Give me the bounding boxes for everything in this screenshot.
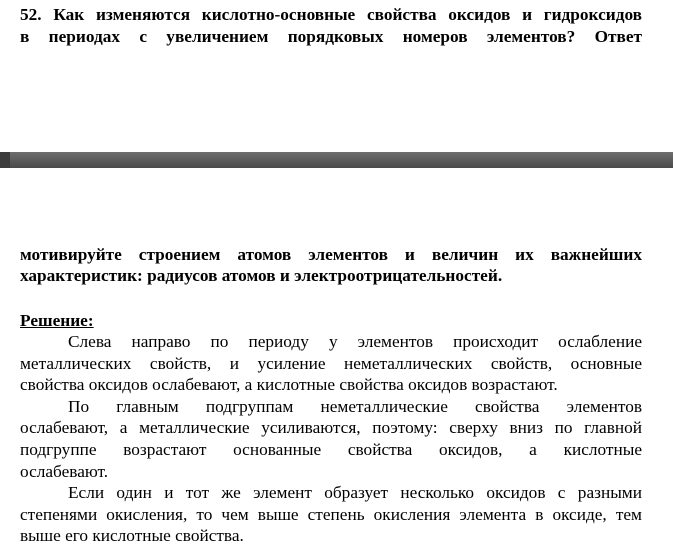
solution-line: подгруппе возрастают основанные свойства оксидов, а кислотные — [20, 439, 642, 459]
solution-line: выше его кислотные свойства. — [20, 526, 244, 546]
page-break-edge — [0, 152, 10, 168]
question-line: 52. Как изменяются кислотно-основные свойства оксидов и гидроксидов — [20, 5, 642, 24]
solution-heading: Решение: — [20, 311, 94, 330]
solution-line: Слева направо по периоду у элементов происходит ослабление — [68, 332, 642, 351]
solution-line: ослабевают, а металлические усиливаются, поэтому: сверху вниз по главной — [20, 418, 642, 438]
solution-line: свойства оксидов ослабевают, а кислотные свойства оксидов возрастают. — [20, 375, 558, 395]
question-line: мотивируйте строением атомов элементов и величин их важнейших — [20, 245, 642, 264]
solution-body — [20, 331, 642, 547]
question-text-continued — [20, 244, 642, 286]
solution-line: ослабевают. — [20, 461, 109, 481]
solution-line: Если один и тот же элемент образует несколько оксидов с разными — [68, 483, 642, 503]
question-line: характеристик: радиусов атомов и электроотрицательностей. — [20, 266, 503, 285]
solution-line: металлических свойств, и усиление неметаллических свойств, основные — [20, 353, 642, 373]
solution-line: По главным подгруппам неметаллические свойства элементов — [68, 396, 642, 416]
solution-line: степенями окисления, то чем выше степень окисления элемента в оксиде, тем — [20, 504, 642, 524]
page-break-divider — [0, 152, 673, 168]
question-line: в периодах с увеличением порядковых номеров элементов? Ответ — [20, 27, 642, 46]
question-text-top — [20, 4, 642, 48]
